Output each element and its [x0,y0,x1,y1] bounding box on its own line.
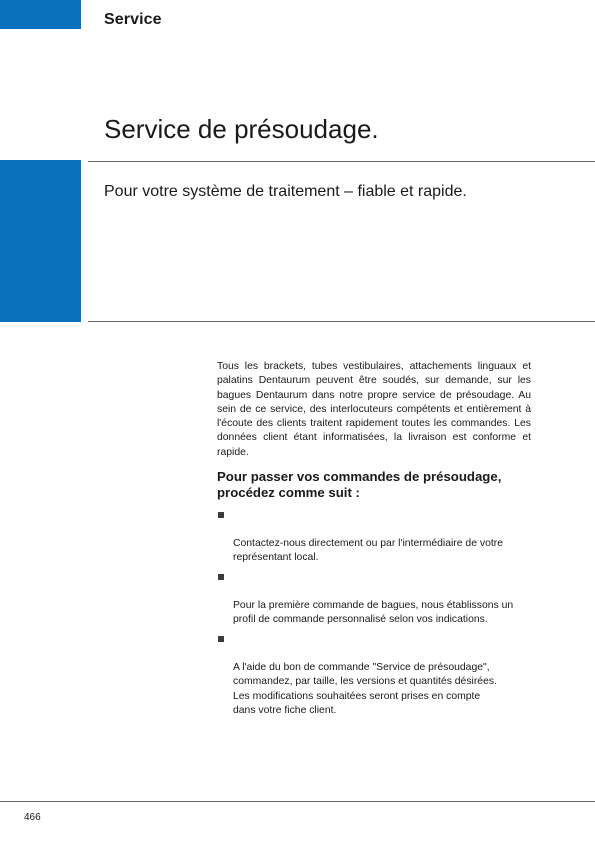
step-text: A l'aide du bon de commande "Service de présoudage", commandez, par taille, les versions et quantités désirées. Les modifications souhaitées seront prises en compte dans votre fiche client. [233,662,497,716]
square-bullet-icon [218,512,224,518]
intro-paragraph: Tous les brackets, tubes vestibulaires, attachements linguaux et palatins Dentaurum peuvent être soudés, sur demande, sur les bagues Dentaurum dans notre propre service de présoudage. Au sein de ce service, des interlocuteurs compétents et entièrement à l'écoute des clients traitent rapidement toutes les commandes. Les données client étant informatisées, la livraison est conforme et rapide. [217,361,531,458]
side-color-block [0,160,81,322]
step-text: Pour la première commande de bagues, nous établissons un profil de commande personnalisé selon vos indications. [233,599,514,626]
page-title: Service de présoudage. [104,114,379,144]
list-item [217,570,531,627]
list-item [217,632,531,718]
square-bullet-icon [218,574,224,580]
list-item [217,508,531,565]
square-bullet-icon [218,636,224,642]
title-divider [88,161,595,162]
page-number: 466 [24,812,41,823]
step-text: Contactez-nous directement ou par l'intermédiaire de votre représentant local. [233,537,503,563]
footer-divider [0,801,595,802]
header-color-tab [0,0,81,29]
page-subtitle: Pour votre système de traitement – fiable et rapide. [104,183,467,200]
body-column [217,360,531,723]
section-label: Service [104,11,162,28]
steps-heading: Pour passer vos commandes de présoudage, procédez comme suit : [217,469,502,501]
steps-list [217,508,531,718]
subtitle-divider [88,321,595,322]
